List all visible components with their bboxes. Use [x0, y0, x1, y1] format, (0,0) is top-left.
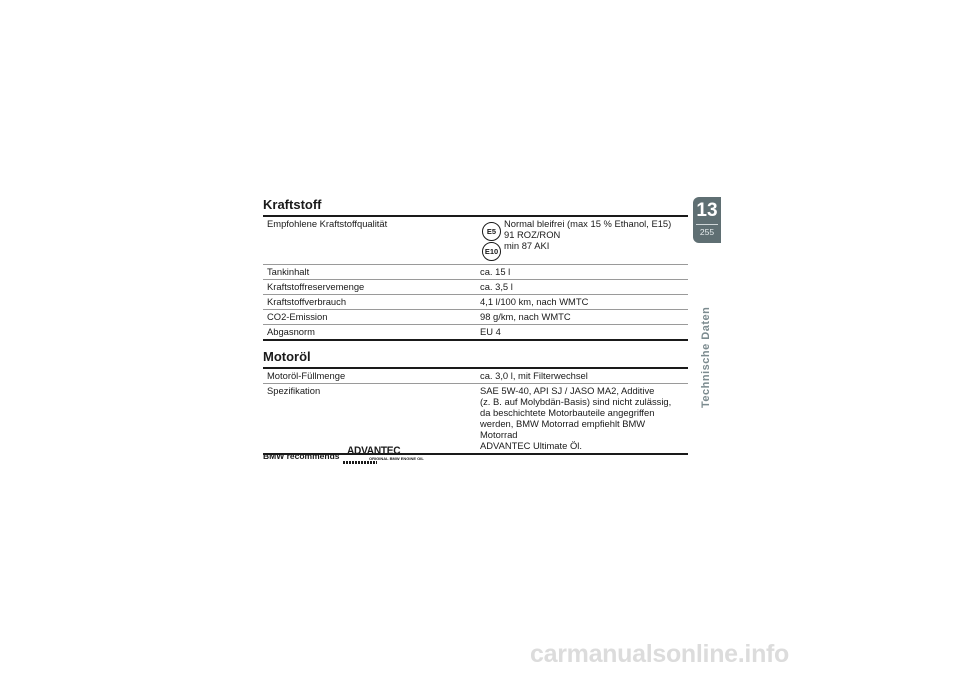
- fuel-quality-line: 91 ROZ/RON: [504, 229, 561, 240]
- table-row: [263, 265, 688, 280]
- oil-spec-label: Spezifikation: [267, 385, 321, 396]
- tank-capacity-label: Tankinhalt: [267, 266, 310, 277]
- fuel-reserve-value: ca. 3,5 l: [480, 281, 513, 292]
- fuel-reserve-label: Kraftstoffreservemenge: [267, 281, 365, 292]
- table-row: [263, 368, 688, 384]
- fuel-quality-value: [476, 216, 688, 265]
- oil-spec-line: ADVANTEC Ultimate Öl.: [480, 440, 582, 451]
- chapter-number: 13: [696, 200, 718, 221]
- oil-spec-line: werden, BMW Motorrad empfiehlt BMW Motorrad: [480, 418, 646, 440]
- emission-standard-label: Abgasnorm: [267, 326, 315, 337]
- oil-spec-line: SAE 5W-40, API SJ / JASO MA2, Additive: [480, 385, 655, 396]
- watermark-text: carmanualsonline.info: [530, 640, 790, 668]
- advantec-logo-icon: [343, 445, 424, 466]
- table-row: [263, 325, 688, 341]
- oil-table: [263, 367, 688, 455]
- page-number: 255: [696, 224, 718, 237]
- fuel-consumption-label: Kraftstoffverbrauch: [267, 296, 347, 307]
- oil-fill-value: ca. 3,0 l, mit Filterwechsel: [480, 370, 588, 381]
- table-row: [263, 310, 688, 325]
- fuel-quality-label: Empfohlene Kraftstoffqualität: [267, 218, 388, 229]
- e10-badge-icon: E10: [482, 242, 501, 261]
- fuel-table: [263, 215, 688, 341]
- oil-spec-line: da beschichtete Motorbauteile angegriffen: [480, 407, 655, 418]
- table-row: [263, 280, 688, 295]
- chapter-side-label: Technische Daten: [700, 306, 712, 408]
- emission-standard-value: EU 4: [480, 326, 501, 337]
- co2-emission-value: 98 g/km, nach WMTC: [480, 311, 571, 322]
- fuel-quality-line: min 87 AKI: [504, 240, 550, 251]
- tank-capacity-value: ca. 15 l: [480, 266, 511, 277]
- oil-spec-line: (z. B. auf Molybdän-Basis) sind nicht zulässig,: [480, 396, 672, 407]
- bmw-recommends-text: BMW recommends: [263, 451, 340, 461]
- chapter-tab: [693, 197, 721, 243]
- fuel-consumption-value: 4,1 l/100 km, nach WMTC: [480, 296, 589, 307]
- table-row: [263, 295, 688, 310]
- e5-badge-icon: E5: [482, 222, 501, 241]
- table-row: [263, 216, 688, 265]
- logo-stripes-icon: [343, 461, 377, 464]
- oil-section-title: Motoröl: [263, 349, 311, 364]
- oil-brand-recommendation: [263, 446, 463, 468]
- oil-spec-value: [476, 384, 688, 455]
- co2-emission-label: CO2-Emission: [267, 311, 328, 322]
- oil-fill-label: Motoröl-Füllmenge: [267, 370, 346, 381]
- table-row: [263, 384, 688, 455]
- advantec-logo-subtitle: ORIGINAL BMW ENGINE OIL: [369, 456, 424, 461]
- advantec-logo-text: ADVANTEC: [347, 445, 401, 457]
- fuel-section-title: Kraftstoff: [263, 197, 322, 212]
- fuel-quality-line: Normal bleifrei (max 15 % Ethanol, E15): [504, 218, 672, 229]
